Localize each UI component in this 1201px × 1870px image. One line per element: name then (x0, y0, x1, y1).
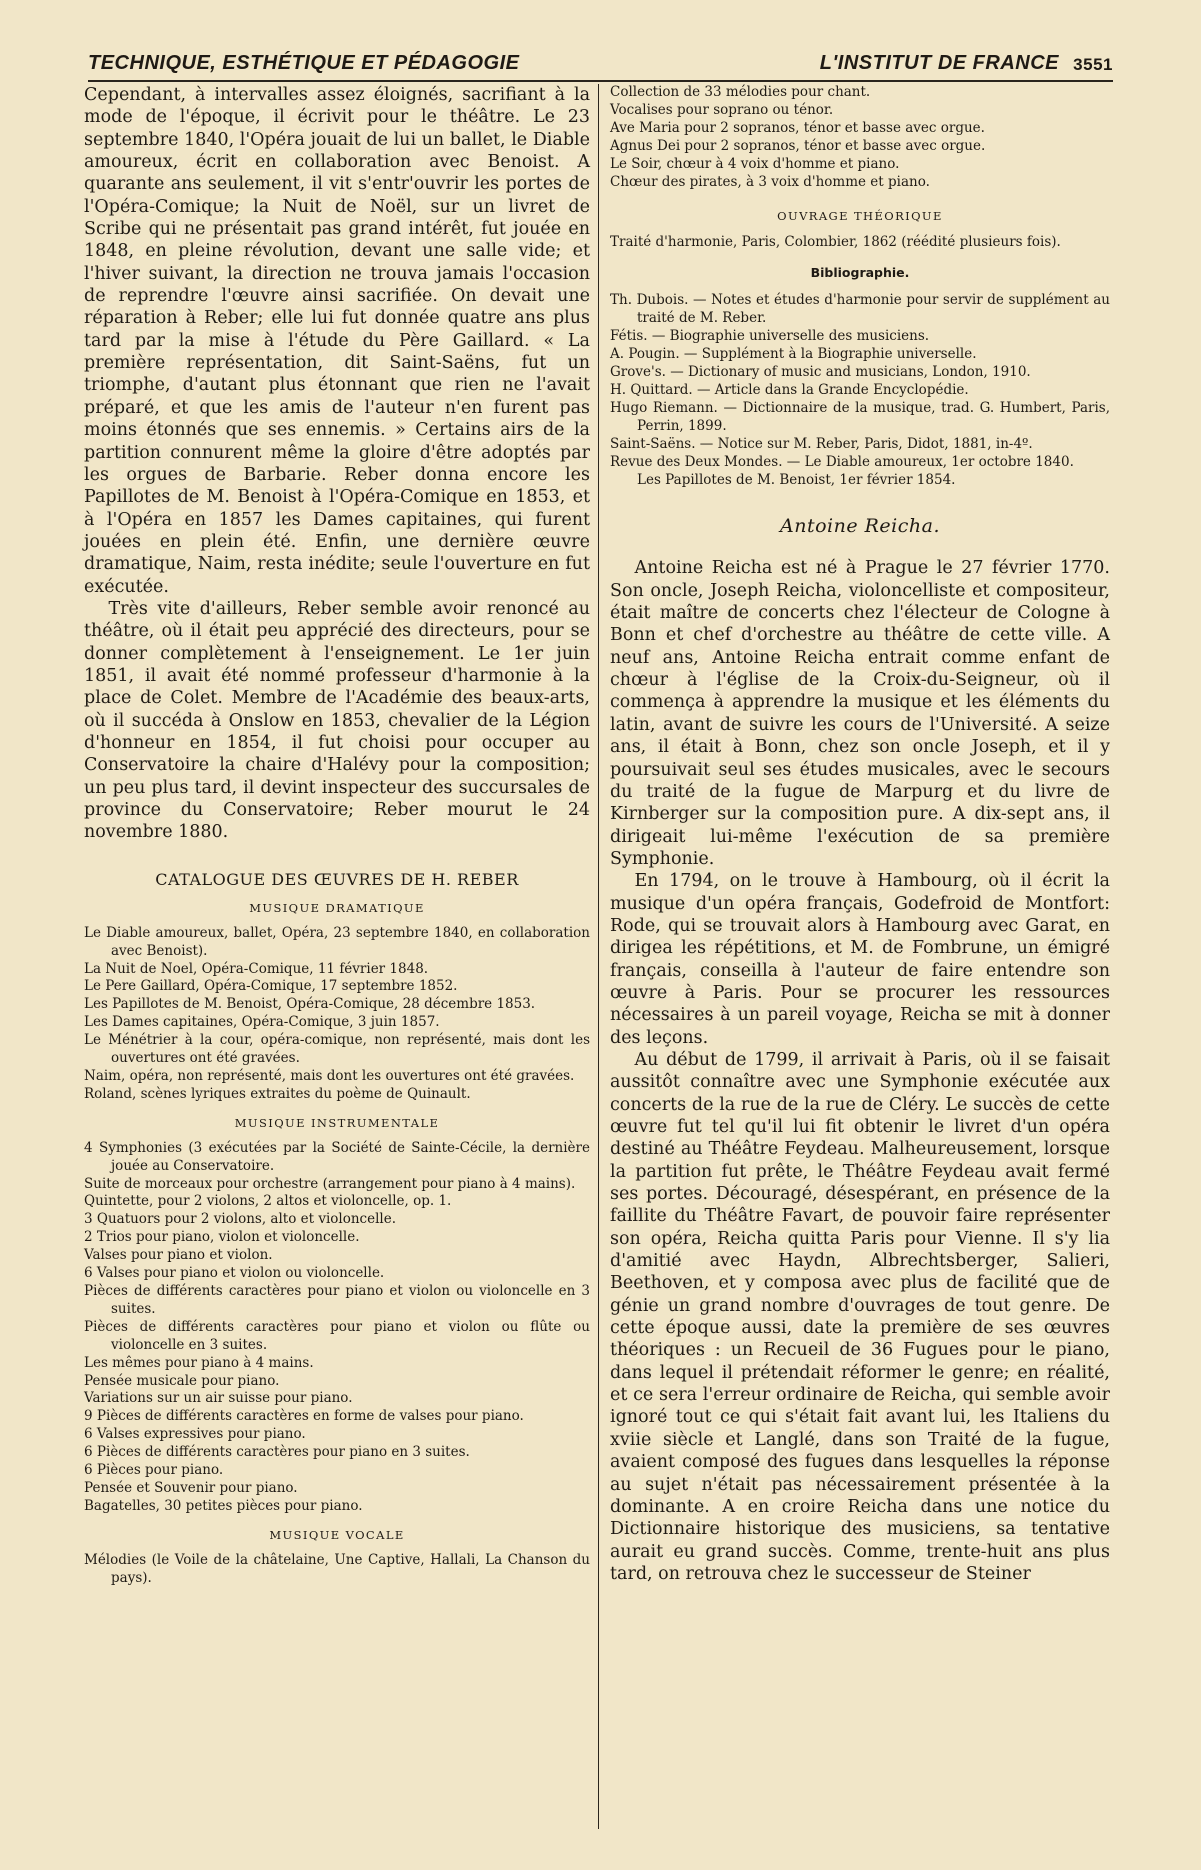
body-paragraph: Antoine Reicha est né à Prague le 27 février 1770. Son oncle, Joseph Reicha, violoncelliste et compositeur, était maître de concerts chez l'électeur de Cologne à Bonn et chef d'orchestre au théâtre de cette ville. A neuf ans, Antoine Reicha entrait comme enfant de chœur à l'église de la Croix-du-Seigneur, où il commença à apprendre la musique et les éléments du latin, avant de suivre les cours de l'Université. A seize ans, il était à Bonn, chez son oncle Joseph, et il y poursuivait seul ses études musicales, avec le secours du traité de la fugue de Marpurg et du livre de Kirnberger sur la composition pure. A dix-sept ans, il dirigeait lui-même l'exécution de sa première Symphonie. (610, 558, 1110, 869)
list-item: Bagatelles, 30 petites pièces pour piano. (84, 1497, 363, 1514)
list-item: Les Papillotes de M. Benoist, Opéra-Comique, 28 décembre 1853. (84, 996, 536, 1013)
body-paragraph: Très vite d'ailleurs, Reber semble avoir renoncé au théâtre, où il était peu apprécié des directeurs, pour se donner complètement à l'enseignement. Le 1er juin 1851, il avait été nommé professeur d'harmonie à la place de Colet. Membre de l'Académie des beaux-arts, où il succéda à Onslow en 1853, chevalier de la Légion d'honneur en 1854, il fut choisi pour occuper au Conservatoire la chaire d'Halévy pour la composition; un peu plus tard, il devint inspecteur des succursales de province du Conservatoire; Reber mourut le 24 novembre 1880. (84, 598, 590, 843)
list-item: Ave Maria pour 2 sopranos, ténor et basse avec orgue. (610, 119, 985, 136)
list-item: Variations sur un air suisse pour piano. (84, 1390, 353, 1407)
list-item: A. Pougin. — Supplément à la Biographie universelle. (610, 346, 977, 363)
list-item: Revue des Deux Mondes. — Le Diable amoureux, 1er octobre 1840. (610, 453, 1074, 470)
body-paragraph: En 1794, on le trouve à Hambourg, où il écrit la musique d'un opéra français, Godefroid de Montfort: Rode, qui se trouvait alors à Hambourg avec Garat, en dirigea les répétitions, et M. de Fombrune, un émigré français, conseilla à l'auteur de faire entendre son œuvre à Paris. Pour se procurer les ressources nécessaires à un pareil voyage, Reicha se mit à donner des leçons. (610, 871, 1110, 1048)
list-item: Quintette, pour 2 violons, 2 altos et violoncelle, op. 1. (84, 1193, 452, 1210)
article-title: Antoine Reicha. (779, 515, 940, 538)
list-item: Valses pour piano et violon. (84, 1247, 273, 1264)
header-right-title: L'INSTITUT DE FRANCE (819, 52, 1059, 74)
list-item: Pensée et Souvenir pour piano. (84, 1479, 298, 1496)
list-item: Pièces de différents caractères pour piano et violon ou flûte ou violoncelle en 3 suites. (84, 1318, 590, 1353)
list-item: Pièces de différents caractères pour piano et violon ou violoncelle en 3 suites. (84, 1283, 590, 1317)
header-left-title: TECHNIQUE, ESTHÉTIQUE ET PÉDAGOGIE (88, 52, 520, 74)
list-item: 9 Pièces de différents caractères en forme de valses pour piano. (84, 1408, 524, 1425)
section-heading-instrumentale: MUSIQUE INSTRUMENTALE (234, 1115, 440, 1130)
left-column (84, 84, 590, 1588)
list-item: Mélodies (le Voile de la châtelaine, Une Captive, Hallali, La Chanson du pays). (84, 1551, 590, 1586)
list-item: Hugo Riemann. — Dictionnaire de la musique, trad. G. Humbert, Paris, Perrin, 1899. (610, 399, 1110, 434)
section-heading-vocale: MUSIQUE VOCALE (269, 1527, 405, 1542)
running-header (88, 52, 1113, 82)
list-item: Suite de morceaux pour orchestre (arrangement pour piano à 4 mains). (84, 1175, 576, 1192)
list-item: Th. Dubois. — Notes et études d'harmonie pour servir de supplément au traité de M. Reber. (610, 292, 1110, 327)
list-item: Les Papillotes de M. Benoist, 1er février 1854. (637, 471, 956, 488)
list-item: 2 Trios pour piano, violon et violoncelle. (84, 1229, 360, 1246)
list-item: Les mêmes pour piano à 4 mains. (84, 1354, 314, 1371)
list-vocale-continued (610, 84, 1110, 191)
list-vocale (84, 1552, 590, 1588)
right-column (610, 84, 1110, 1585)
list-instrumentale (84, 1140, 590, 1516)
page-number: 3551 (1073, 55, 1113, 74)
list-item: Agnus Dei pour 2 sopranos, ténor et basse avec orgue. (610, 137, 986, 154)
list-item: 6 Pièces de différents caractères pour piano en 3 suites. (84, 1444, 470, 1461)
list-item: H. Quittard. — Article dans la Grande Encyclopédie. (610, 381, 969, 398)
list-item: Le Diable amoureux, ballet, Opéra, 23 septembre 1840, en collaboration avec Benoist). (84, 924, 590, 959)
list-item: Grove's. — Dictionary of music and musicians, London, 1910. (610, 364, 1031, 381)
list-item: Chœur des pirates, à 3 voix d'homme et piano. (610, 173, 930, 190)
list-item: 4 Symphonies (3 exécutées par la Société de Sainte-Cécile, la dernière jouée au Conservatoire. (84, 1139, 590, 1174)
body-paragraph: Au début de 1799, il arrivait à Paris, où il se faisait aussitôt connaître avec une Symphonie exécutée aux concerts de la rue de la rue de Cléry. Le succès de cette œuvre fut tel qu'il lui fit obtenir le livret d'un opéra destiné au Théâtre Feydeau. Malheureusement, lorsque la partition fut prête, le Théâtre Feydeau avait fermé ses portes. Découragé, désespérant, en présence de la faillite du Théâtre Favart, de pouvoir faire représenter son opéra, Reicha quitta Paris pour Vienne. Il s'y lia d'amitié avec Haydn, Albrechtsberger, Salieri, Beethoven, et y composa avec plus de facilité que de génie un grand nombre d'ouvrages de tout genre. De cette époque aussi, date la première de ses œuvres théoriques : un Recueil de 36 Fugues pour le piano, dans lequel il prétendait réformer le genre; en réalité, et ce sera l'erreur ordinaire de Reicha, qui semble avoir ignoré tout ce qui s'était fait avant lui, les Italiens du xviie siècle et Langlé, dans son Traité de la fugue, avaient composé des fugues dans lesquelles la réponse au sujet n'était pas nécessairement présentée à la dominante. A en croire Reicha dans une notice du Dictionnaire historique des musiciens, sa tentative aurait eu grand succès. Comme, trente-huit ans plus tard, on retrouva chez le successeur de Steiner (610, 1049, 1110, 1584)
list-item: Les Dames capitaines, Opéra-Comique, 3 juin 1857. (84, 1014, 440, 1031)
list-item: 6 Pièces pour piano. (84, 1462, 224, 1479)
section-heading-theorique: OUVRAGE THÉORIQUE (777, 209, 943, 224)
list-item: Le Pere Gaillard, Opéra-Comique, 17 septembre 1852. (84, 978, 458, 995)
theorique-entry: Traité d'harmonie, Paris, Colombier, 1862 (réédité plusieurs fois). (610, 234, 1061, 251)
list-item: Naim, opéra, non représenté, mais dont les ouvertures ont été gravées. (84, 1067, 575, 1084)
list-item: Roland, scènes lyriques extraites du poème de Quinault. (84, 1085, 471, 1102)
column-divider (598, 84, 599, 1829)
list-item: 3 Quatuors pour 2 violons, alto et violoncelle. (84, 1211, 397, 1228)
bibliographie-heading: Bibliographie. (810, 265, 910, 281)
list-item: Saint-Saëns. — Notice sur M. Reber, Paris, Didot, 1881, in-4º. (610, 435, 1033, 452)
section-heading-dramatique: MUSIQUE DRAMATIQUE (249, 900, 425, 915)
list-item: Pensée musicale pour piano. (84, 1372, 280, 1389)
body-paragraph: Cependant, à intervalles assez éloignés, sacrifiant à la mode de l'époque, il écrivit pour le théâtre. Le 23 septembre 1840, l'Opéra jouait de lui un ballet, le Diable amoureux, écrit en collaboration avec Benoist. A quarante ans seulement, il vit s'entr'ouvrir les portes de l'Opéra-Comique; la Nuit de Noël, sur un livret de Scribe qui ne présentait pas grand intérêt, fut jouée en 1848, en pleine révolution, devant une salle vide; et l'hiver suivant, la direction ne trouva jamais l'occasion de reprendre l'œuvre ainsi sacrifiée. On devait une réparation à Reber; elle lui fut donnée quatre ans plus tard par la mise à l'étude du Père Gaillard. « La première représentation, dit Saint-Saëns, fut un triomphe, d'autant plus étonnant que rien ne l'avait préparé, et que les amis de l'auteur n'en furent pas moins étonnés que ses ennemis. » Certains airs de la partition connurent même la gloire d'être adoptés par les orgues de Barbarie. Reber donna encore les Papillotes de M. Benoist à l'Opéra-Comique en 1853, et à l'Opéra en 1857 les Dames capitaines, qui furent jouées en plein été. Enfin, une dernière œuvre dramatique, Naim, resta inédite; seule l'ouverture en fut exécutée. (84, 85, 590, 597)
list-item: 6 Valses expressives pour piano. (84, 1426, 306, 1443)
list-item: Le Soir, chœur à 4 voix d'homme et piano. (610, 155, 900, 172)
catalogue-title: CATALOGUE DES ŒUVRES DE H. REBER (155, 869, 519, 889)
list-item: La Nuit de Noel, Opéra-Comique, 11 février 1848. (84, 960, 429, 977)
list-item: Collection de 33 mélodies pour chant. (610, 84, 871, 100)
list-bibliographie (610, 292, 1110, 489)
list-dramatique (84, 925, 590, 1104)
list-item: Vocalises pour soprano ou ténor. (610, 101, 834, 118)
list-item: 6 Valses pour piano et violon ou violoncelle. (84, 1265, 385, 1282)
list-item: Fétis. — Biographie universelle des musiciens. (610, 328, 930, 345)
list-item: Le Ménétrier à la cour, opéra-comique, non représenté, mais dont les ouvertures ont été gravées. (84, 1032, 590, 1067)
